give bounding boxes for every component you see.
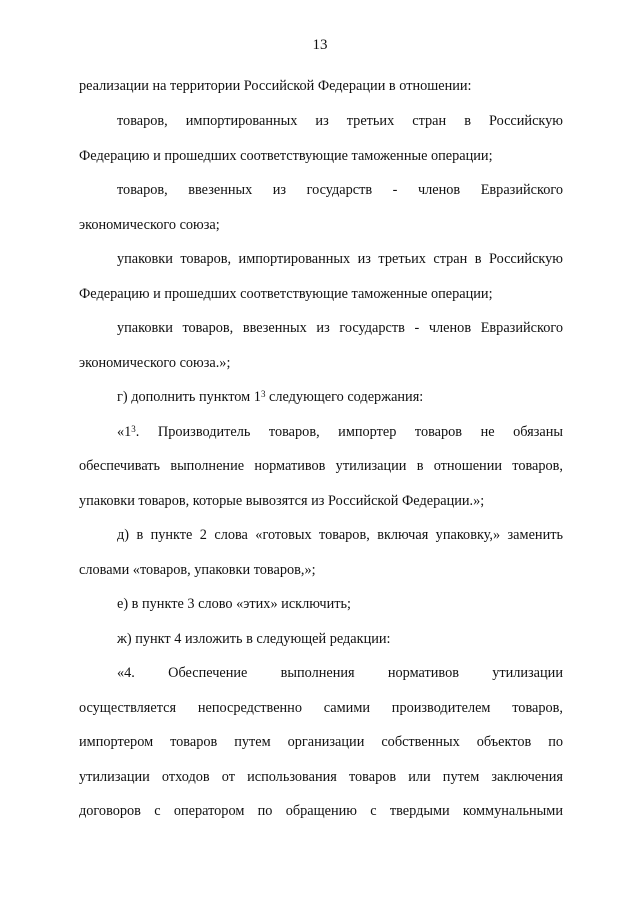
text-line: обеспечивать выполнение нормативов утилизации в отношении товаров, (79, 458, 563, 474)
text-line: упаковки товаров, ввезенных из государств - членов Евразийского (117, 320, 563, 336)
text-fragment: . Производитель товаров, импортер товаров не обязаны (135, 424, 563, 440)
text-line: д) в пункте 2 слова «готовых товаров, включая упаковку,» заменить (117, 527, 563, 543)
page-number: 13 (312, 37, 328, 53)
text-line: экономического союза; (79, 217, 220, 233)
text-line: реализации на территории Российской Федерации в отношении: (79, 78, 472, 94)
text-line: Федерацию и прошедших соответствующие таможенные операции; (79, 148, 493, 164)
text-line (117, 423, 563, 441)
superscript: 3 (260, 389, 266, 399)
text-fragment: «1 (117, 424, 132, 440)
text-line: упаковки товаров, которые вывозятся из Российской Федерации.»; (79, 493, 485, 509)
text-line: товаров, импортированных из третьих стран в Российскую (117, 113, 563, 129)
text-line: «4. Обеспечение выполнения нормативов утилизации (117, 665, 563, 681)
text-line: словами «товаров, упаковки товаров,»; (79, 562, 316, 578)
text-line: осуществляется непосредственно самими производителем товаров, (79, 700, 563, 716)
text-line: ж) пункт 4 изложить в следующей редакции: (117, 631, 391, 647)
text-fragment: следующего содержания: (265, 389, 424, 405)
text-line: е) в пункте 3 слово «этих» исключить; (117, 596, 351, 612)
text-line: утилизации отходов от использования товаров или путем заключения (79, 769, 563, 785)
text-line: импортером товаров путем организации собственных объектов по (79, 734, 563, 750)
superscript: 3 (131, 424, 136, 434)
text-line: Федерацию и прошедших соответствующие таможенные операции; (79, 286, 493, 302)
text-line: экономического союза.»; (79, 355, 231, 371)
text-line: упаковки товаров, импортированных из третьих стран в Российскую (117, 251, 563, 267)
text-fragment: г) дополнить пунктом 1 (117, 389, 261, 405)
text-line (117, 388, 563, 406)
text-line: договоров с оператором по обращению с твердыми коммунальными (79, 803, 563, 819)
text-line: товаров, ввезенных из государств - членов Евразийского (117, 182, 563, 198)
